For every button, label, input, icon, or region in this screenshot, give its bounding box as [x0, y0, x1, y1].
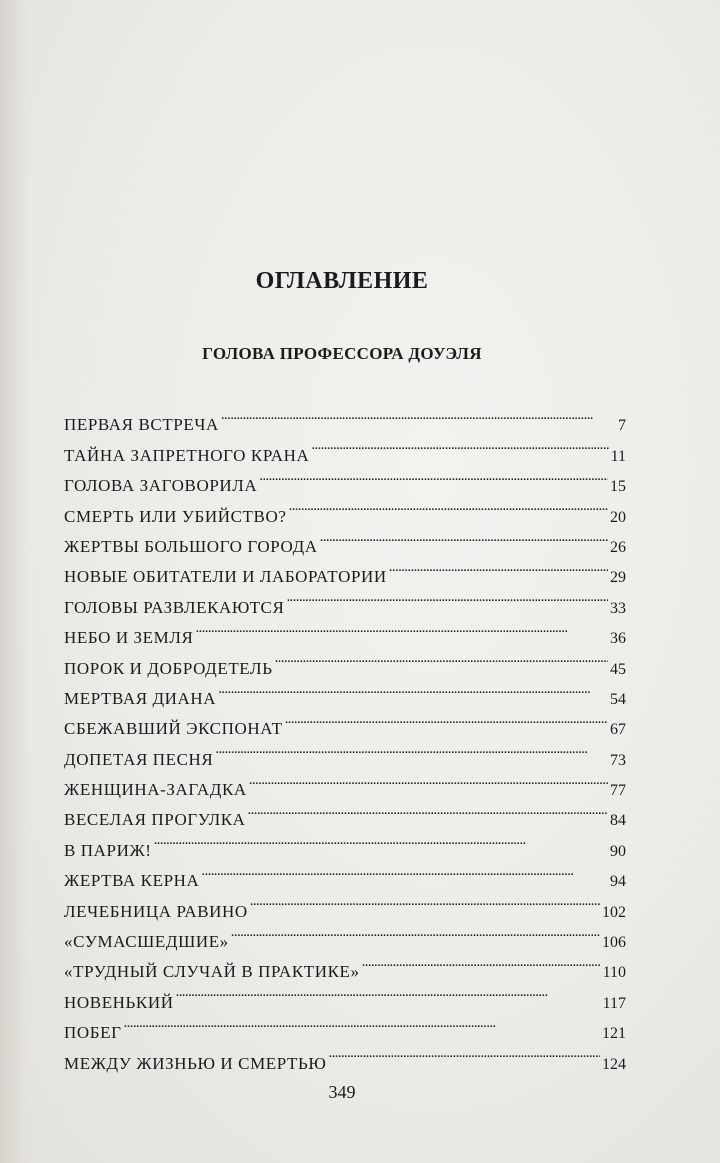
page-title: ОГЛАВЛЕНИЕ	[255, 268, 429, 294]
dot-leader	[248, 795, 608, 825]
toc-entry-page: 94	[610, 873, 626, 891]
toc-entry-title: НОВЫЕ ОБИТАТЕЛИ И ЛАБОРАТОРИИ	[64, 567, 387, 587]
toc-entry-page: 36	[610, 630, 626, 648]
toc-entry-page: 54	[610, 690, 626, 708]
toc-entry-title: МЕРТВАЯ ДИАНА	[64, 688, 217, 708]
toc-entry-page: 20	[610, 508, 626, 526]
toc-entry	[64, 1008, 626, 1043]
dot-leader	[154, 825, 608, 855]
toc-entry-page: 73	[610, 751, 626, 769]
toc-entry-page: 11	[610, 447, 626, 465]
toc-entry-title: ЖЕРТВЫ БОЛЬШОГО ГОРОДА	[64, 536, 318, 556]
toc-entry	[64, 1038, 626, 1073]
dot-leader	[195, 613, 608, 643]
page-number: 349	[328, 1082, 356, 1102]
toc-entry-page: 84	[610, 812, 626, 830]
dot-leader	[362, 947, 601, 977]
toc-entry-page: 7	[618, 417, 626, 435]
toc-entry-page: 124	[602, 1055, 626, 1073]
toc-entry-title: ПОРОК И ДОБРОДЕТЕЛЬ	[64, 658, 273, 678]
toc-entry-page: 106	[602, 934, 626, 952]
toc-entry-page: 26	[610, 538, 626, 556]
table-of-contents	[64, 400, 626, 1073]
toc-entry	[64, 400, 626, 435]
toc-entry-title: ПОБЕГ	[64, 1023, 122, 1043]
dot-leader	[249, 765, 608, 795]
dot-leader	[176, 977, 601, 1007]
toc-entry-page: 110	[602, 964, 626, 982]
toc-entry-title: НЕБО И ЗЕМЛЯ	[64, 628, 194, 648]
toc-entry-title: ЛЕЧЕБНИЦА РАВИНО	[64, 901, 248, 921]
toc-entry-page: 117	[602, 994, 626, 1012]
toc-entry-title: В ПАРИЖ!	[64, 840, 152, 860]
toc-entry-page: 121	[602, 1025, 626, 1043]
dot-leader	[275, 643, 608, 673]
dot-leader	[328, 1038, 600, 1068]
toc-entry-title: СБЕЖАВШИЙ ЭКСПОНАТ	[64, 719, 283, 739]
toc-entry-title: ДОПЕТАЯ ПЕСНЯ	[64, 749, 214, 769]
toc-entry-page: 102	[602, 903, 626, 921]
toc-entry-page: 33	[610, 599, 626, 617]
toc-entry-page: 90	[610, 842, 626, 860]
dot-leader	[221, 400, 616, 430]
toc-entry-page: 67	[610, 721, 626, 739]
dot-leader	[218, 674, 608, 704]
toc-entry-page: 29	[610, 569, 626, 587]
dot-leader	[231, 917, 600, 947]
dot-leader	[124, 1008, 600, 1038]
dot-leader	[311, 430, 608, 460]
page-gutter-shadow	[0, 0, 28, 1163]
dot-leader	[259, 461, 608, 491]
toc-entry-title: ТАЙНА ЗАПРЕТНОГО КРАНА	[64, 445, 310, 465]
dot-leader	[250, 886, 600, 916]
dot-leader	[320, 522, 608, 552]
toc-entry-title: ВЕСЕЛАЯ ПРОГУЛКА	[64, 810, 246, 830]
toc-entry-page: 15	[610, 478, 626, 496]
dot-leader	[285, 704, 608, 734]
toc-entry-title: ПЕРВАЯ ВСТРЕЧА	[64, 415, 219, 435]
toc-entry-title: НОВЕНЬКИЙ	[64, 992, 174, 1012]
toc-entry-page: 45	[610, 660, 626, 678]
toc-entry-title: ГОЛОВЫ РАЗВЛЕКАЮТСЯ	[64, 597, 285, 617]
toc-entry-title: ЖЕРТВА КЕРНА	[64, 871, 200, 891]
dot-leader	[201, 856, 608, 886]
dot-leader	[288, 491, 608, 521]
toc-entry-title: СМЕРТЬ ИЛИ УБИЙСТВО?	[64, 506, 287, 526]
toc-entry-page: 77	[610, 782, 626, 800]
toc-entry-title: МЕЖДУ ЖИЗНЬЮ И СМЕРТЬЮ	[64, 1053, 327, 1073]
toc-entry-title: «СУМАСШЕДШИЕ»	[64, 932, 229, 952]
dot-leader	[389, 552, 608, 582]
toc-entry-title: ГОЛОВА ЗАГОВОРИЛА	[64, 476, 258, 496]
dot-leader	[215, 734, 608, 764]
toc-entry-title: ЖЕНЩИНА-ЗАГАДКА	[64, 780, 247, 800]
section-title: ГОЛОВА ПРОФЕССОРА ДОУЭЛЯ	[202, 344, 482, 363]
toc-entry-title: «ТРУДНЫЙ СЛУЧАЙ В ПРАКТИКЕ»	[64, 962, 360, 982]
dot-leader	[286, 582, 608, 612]
